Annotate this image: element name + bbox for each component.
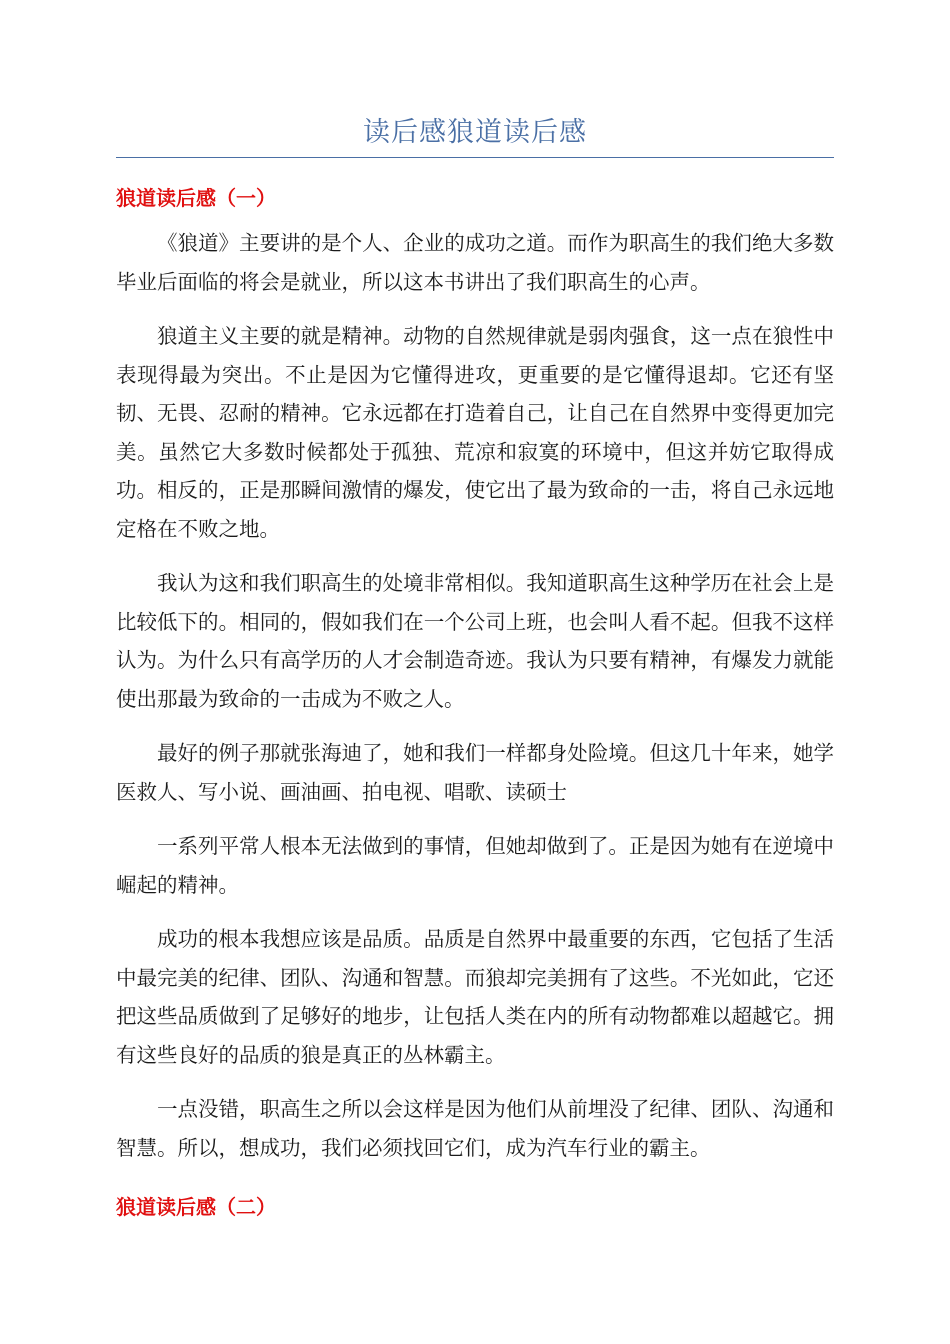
section-heading-2: 狼道读后感（二） bbox=[116, 1195, 276, 1219]
paragraph-2: 狼道主义主要的就是精神。动物的自然规律就是弱肉强食，这一点在狼性中表现得最为突出。不止是因为它懂得进攻，更重要的是它懂得退却。它还有坚韧、无畏、忍耐的精神。它永远都在打造着自己，让自己在自然界中变得更加完美。虽然它大多数时候都处于孤独、荒凉和寂寞的环境中，但这并妨它取得成功。相反的，正是那瞬间激情的爆发，使它出了最为致命的一击，将自己永远地定格在不败之地。 bbox=[116, 324, 834, 541]
paragraph-5: 一系列平常人根本无法做到的事情，但她却做到了。正是因为她有在逆境中崛起的精神。 bbox=[116, 834, 834, 897]
paragraph-6: 成功的根本我想应该是品质。品质是自然界中最重要的东西，它包括了生活中最完美的纪律、团队、沟通和智慧。而狼却完美拥有了这些。不光如此，它还把这些品质做到了足够好的地步，让包括人类在内的所有动物都难以超越它。拥有这些良好的品质的狼是真正的丛林霸主。 bbox=[116, 927, 834, 1067]
section-heading-1: 狼道读后感（一） bbox=[116, 186, 276, 210]
paragraph-1: 《狼道》主要讲的是个人、企业的成功之道。而作为职高生的我们绝大多数毕业后面临的将会是就业，所以这本书讲出了我们职高生的心声。 bbox=[116, 231, 834, 294]
document-title: 读后感狼道读后感 bbox=[363, 117, 587, 148]
paragraph-4: 最好的例子那就张海迪了，她和我们一样都身处险境。但这几十年来，她学医救人、写小说、画油画、拍电视、唱歌、读硕士 bbox=[116, 741, 834, 804]
document-page bbox=[116, 0, 834, 1221]
title-underline bbox=[116, 157, 834, 158]
paragraph-3: 我认为这和我们职高生的处境非常相似。我知道职高生这种学历在社会上是比较低下的。相同的，假如我们在一个公司上班，也会叫人看不起。但我不这样认为。为什么只有高学历的人才会制造奇迹。我认为只要有精神，有爆发力就能使出那最为致命的一击成为不败之人。 bbox=[116, 571, 834, 711]
paragraph-7: 一点没错，职高生之所以会这样是因为他们从前埋没了纪律、团队、沟通和智慧。所以，想成功，我们必须找回它们，成为汽车行业的霸主。 bbox=[116, 1097, 834, 1160]
